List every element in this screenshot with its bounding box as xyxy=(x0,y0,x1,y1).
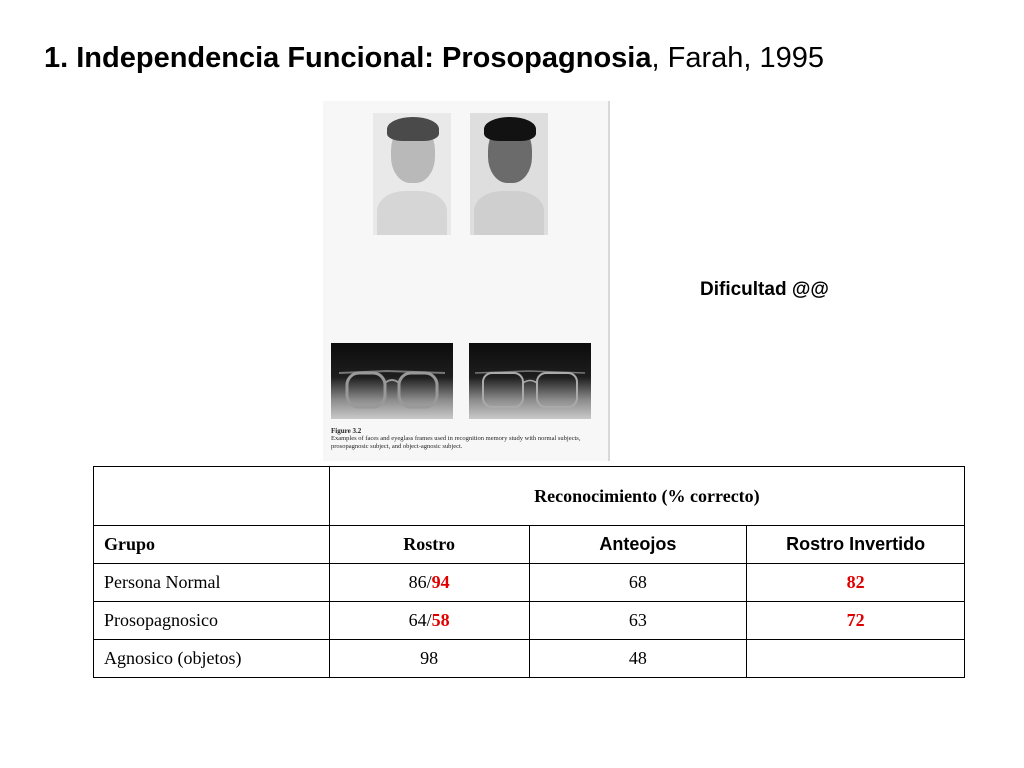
cell-rostro-highlight: 94 xyxy=(431,572,450,592)
column-header-rostro-invertido: Rostro Invertido xyxy=(747,526,965,564)
cell-rostro xyxy=(329,640,529,678)
cell-anteojos: 63 xyxy=(529,602,747,640)
slide-title-bold: 1. Independencia Funcional: Prosopagnosia xyxy=(44,42,652,74)
cell-rostro-invertido xyxy=(747,640,965,678)
column-header-anteojos: Anteojos xyxy=(529,526,747,564)
cell-anteojos: 48 xyxy=(529,640,747,678)
cell-rostro-highlight: 58 xyxy=(431,610,450,630)
face-photo-2 xyxy=(470,113,548,235)
difficulty-note: Dificultad @@ xyxy=(700,279,829,300)
cell-rostro xyxy=(329,602,529,640)
cell-rostro-invertido: 82 xyxy=(747,564,965,602)
table-row xyxy=(94,640,965,678)
figure-image xyxy=(323,101,610,461)
table-row xyxy=(94,602,965,640)
cell-rostro-value: 86/ xyxy=(408,572,432,592)
cell-anteojos: 68 xyxy=(529,564,747,602)
cell-grupo: Prosopagnosico xyxy=(94,602,330,640)
column-header-grupo: Grupo xyxy=(94,526,330,564)
cell-rostro-invertido: 72 xyxy=(747,602,965,640)
table-group-header: Reconocimiento (% correcto) xyxy=(329,467,964,526)
cell-rostro xyxy=(329,564,529,602)
cell-grupo: Agnosico (objetos) xyxy=(94,640,330,678)
table-header-row xyxy=(94,467,965,526)
figure-caption-text: Examples of faces and eyeglass frames used in recognition memory study with normal subjects, prosopagnosic subject, and object-agnosic subject. xyxy=(331,435,581,450)
cell-grupo: Persona Normal xyxy=(94,564,330,602)
table-column-header-row xyxy=(94,526,965,564)
face-photo-1 xyxy=(373,113,451,235)
cell-rostro-value: 64/ xyxy=(408,610,432,630)
eyeglasses-photo-1 xyxy=(331,343,453,419)
results-table xyxy=(93,466,965,678)
eyeglasses-photo-2 xyxy=(469,343,591,419)
figure-caption xyxy=(331,427,601,451)
figure-caption-label: Figure 3.2 xyxy=(331,427,362,435)
column-header-rostro: Rostro xyxy=(329,526,529,564)
cell-rostro-value: 98 xyxy=(420,648,439,668)
table-empty-cell xyxy=(94,467,330,526)
table-row xyxy=(94,564,965,602)
slide-title xyxy=(44,42,824,75)
slide-title-citation: , Farah, 1995 xyxy=(651,42,824,74)
